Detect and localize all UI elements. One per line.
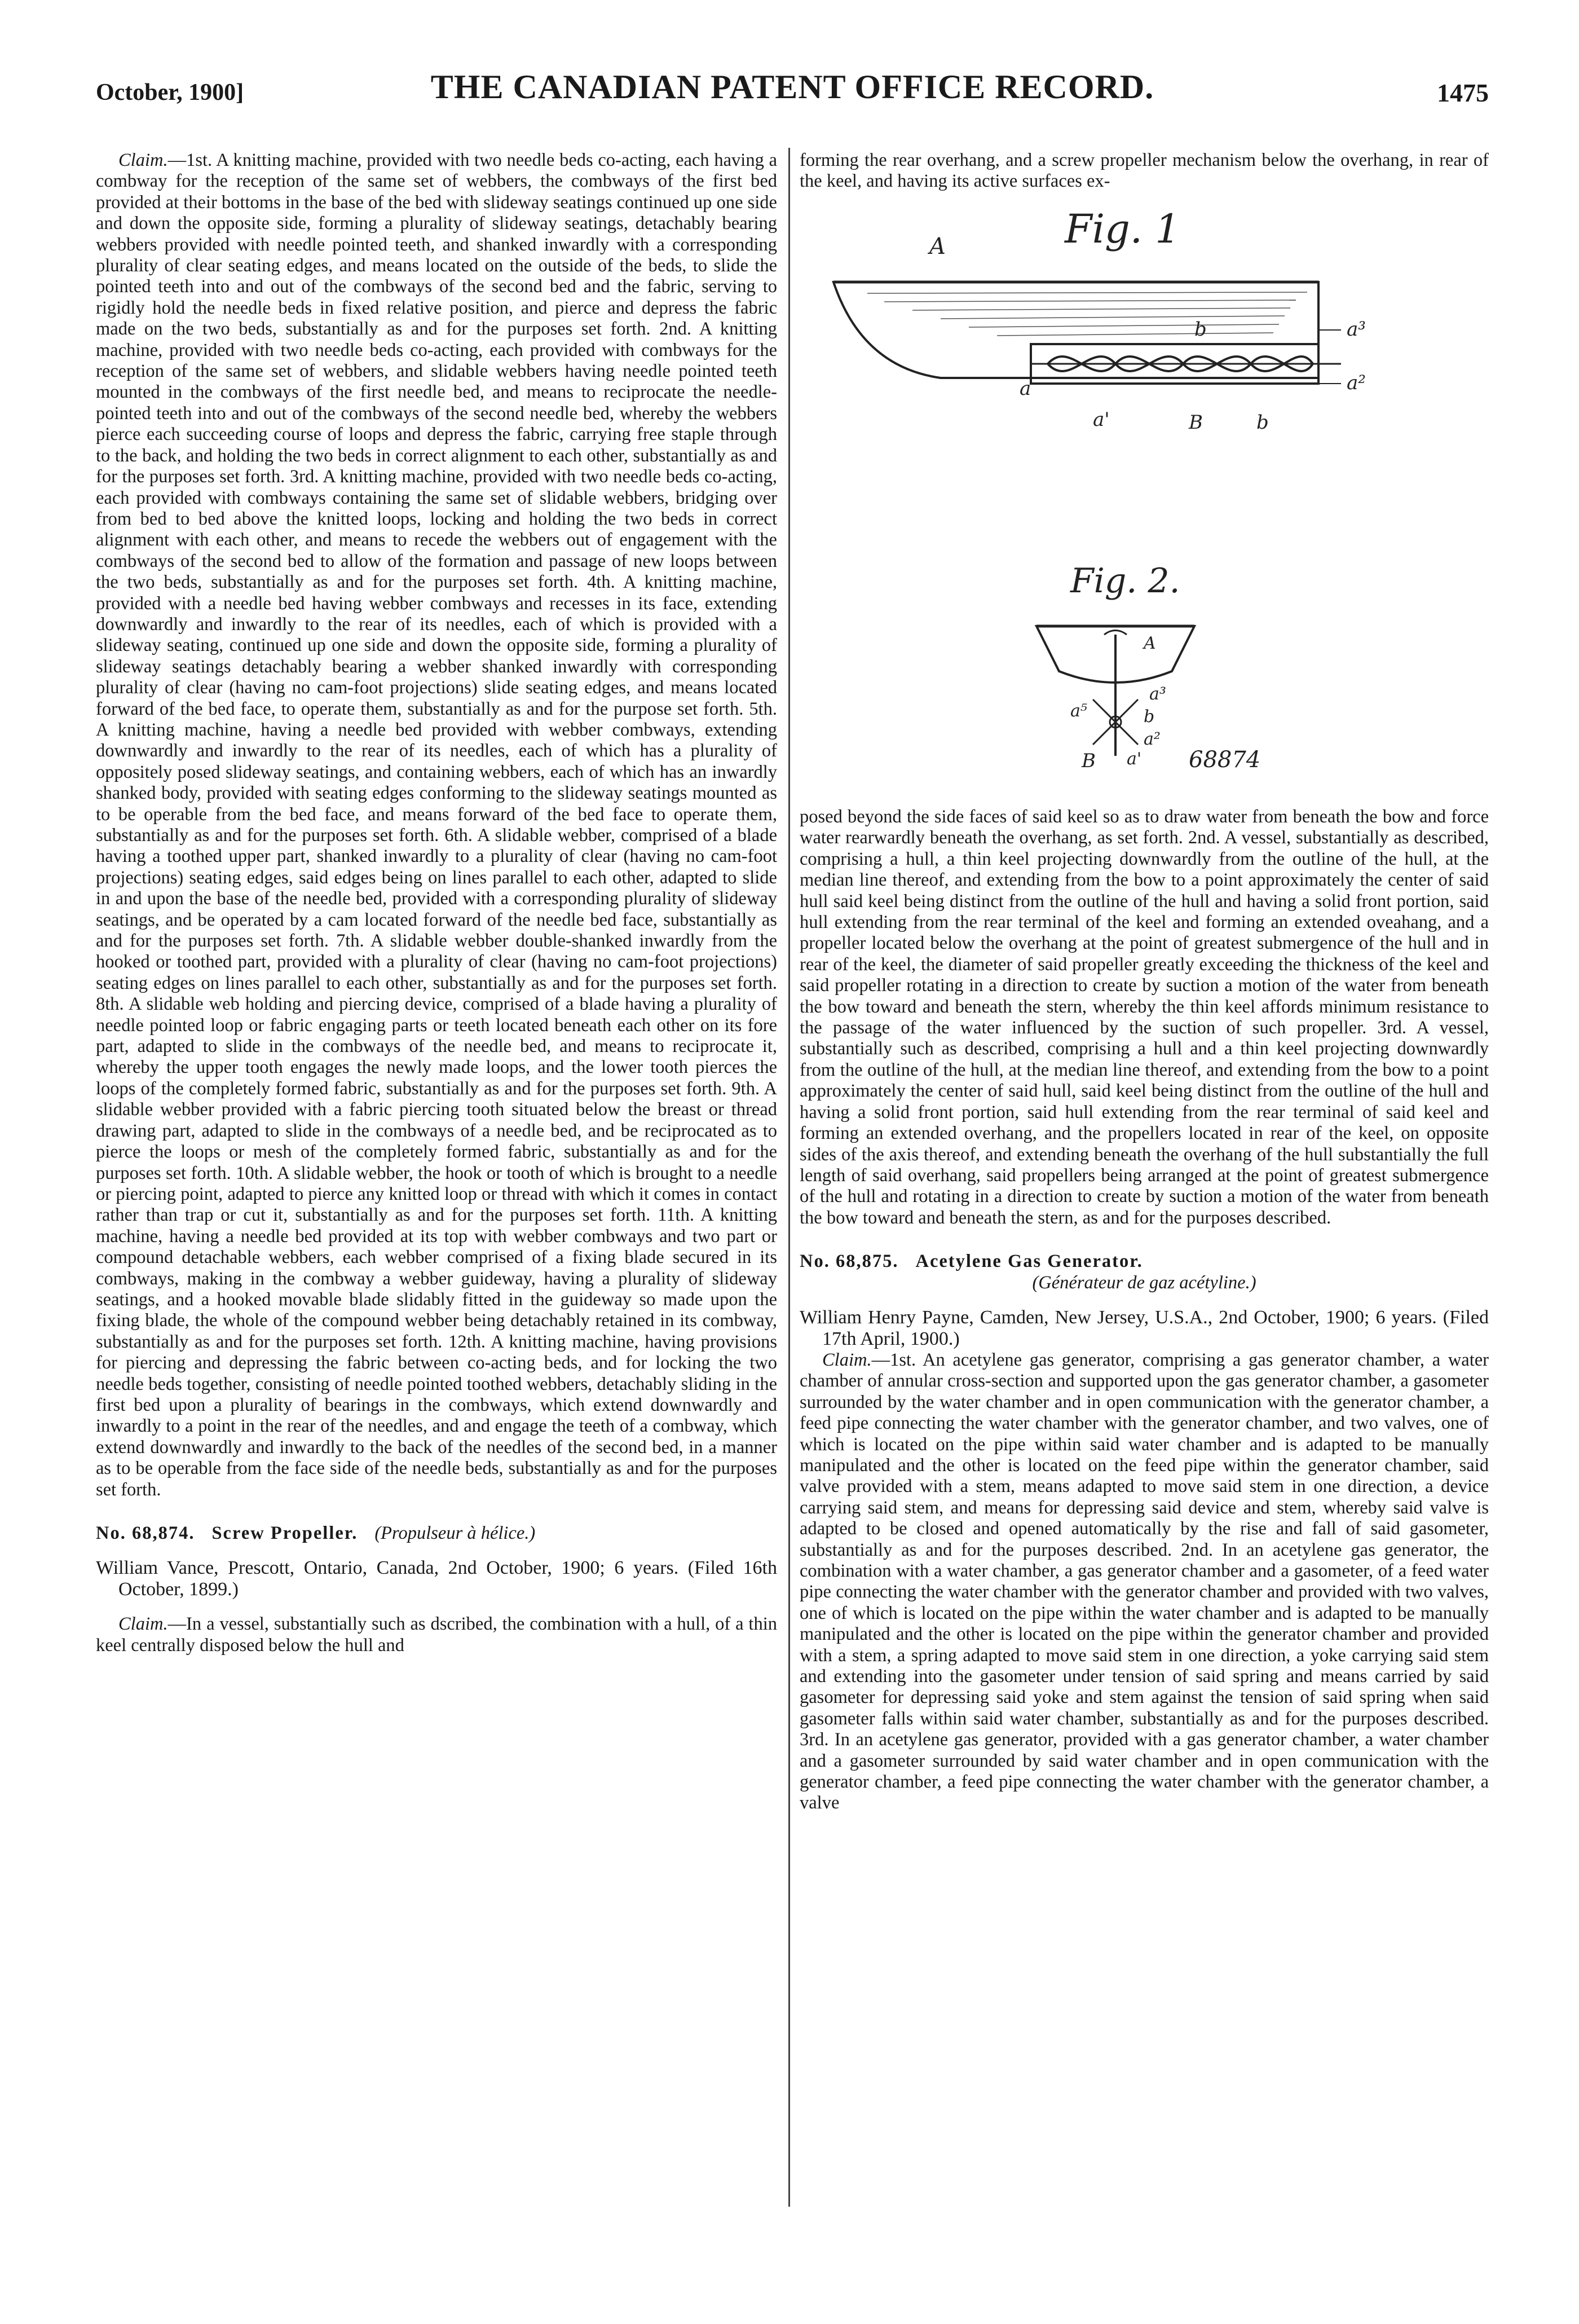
patent-french-title: (Générateur de gaz acétyline.) [1032, 1272, 1256, 1293]
claim-label: Claim. [822, 1349, 872, 1370]
claim-text: —In a vessel, substantially such as dscribed, the combination with a hull, of a thin keel centrally disposed below the hull and [96, 1614, 777, 1656]
claim-label: Claim. [118, 1614, 168, 1635]
fig1-label-b2: b [1256, 411, 1269, 434]
header-title: THE CANADIAN PATENT OFFICE RECORD. [430, 68, 1154, 105]
patent-number-mark: 68874 [1189, 747, 1261, 773]
claim-text: —1st. An acetylene gas generator, comprising a gas generator chamber, a water chamber of annular cross-section and supported upon the gas generator chamber, a gasometer surrounded by the water chamber and in open communication with the generator chamber, a feed pipe connecting the water chamber with the generator chamber, and two valves, one of which is located on the pipe within said water chamber and is adapted to be manually manipulated and the other is located on the feed pipe within the generator chamber, said valve provided with a stem, means adapted to move said stem in one direction, a device carrying said stem, and means for depressing said device and stem, whereby said valve is adapted to be closed and opened automatically by the rise and fall of said gasometer, substantially as and for the purposes described. 2nd. In an acetylene gas generator, the combination with a water chamber, a gas generator chamber and a gasometer, of a feed water pipe connecting the water chamber with the generator chamber and provided with two valves, one of which is located on the pipe within the water chamber and is adapted to be manually manipulated and the other is located on the pipe within the generator chamber and provided with a stem, a spring adapted to move said stem in one direction, a yoke carrying said stem and extending into the gasometer under tension of said spring and means carried by said gasometer for depressing said yoke and stem against the tension of said spring when said gasometer falls within said water chamber, substantially as and for the purposes described. 3rd. In an acetylene gas generator, provided with a gas generator chamber, a water chamber and a gasometer surrounded by said water chamber and in open communication with the generator chamber, a feed pipe connecting the water chamber with the generator chamber, a valve [800, 1349, 1489, 1814]
patent-french-title: (Propulseur à hélice.) [374, 1523, 536, 1543]
fig2-label-a3: a³ [1149, 684, 1166, 704]
fig1-label-B: B [1189, 411, 1203, 434]
claim-paragraph-68875 [800, 1350, 1489, 1814]
propeller-drawing [800, 197, 1489, 801]
patent-heading-68875 [800, 1251, 1489, 1272]
fig1-label-a-prime: a' [1093, 408, 1110, 431]
claim-paragraph-68874 [96, 1614, 777, 1656]
column-divider [788, 148, 790, 2207]
inventor-line: William Henry Payne, Camden, New Jersey, U.S.A., 2nd October, 1900; 6 years. (Filed 17th April, 1900.) [800, 1306, 1489, 1349]
patent-title: Screw Propeller. [211, 1523, 358, 1543]
right-column-main [800, 807, 1489, 2211]
fig2-label-A: A [1144, 633, 1156, 653]
fig2-label-a-prime: a' [1127, 749, 1142, 769]
right-column-top [800, 150, 1489, 195]
fig1-hull [833, 282, 1341, 384]
patent-number: No. 68,874. [96, 1523, 195, 1543]
page-number: 1475 [1437, 78, 1489, 107]
fig2-label-a2: a² [1144, 729, 1161, 749]
header-date: October, 1900] [96, 80, 244, 105]
page-header [96, 68, 1489, 118]
claim-text: —1st. A knitting machine, provided with two needle beds co-acting, each having a combway for the reception of the same set of webbers, the combways of the first bed provided at their bottoms in the base of the bed with slideway seatings continued up one side and down the opposite side, forming a plurality of slideway seatings, detachably bearing webbers provided with needle pointed teeth, and shanked inwardly with a corresponding plurality of clear seating edges, and means located on the outside of the beds, to slide the pointed teeth into and out of the combways of the second bed and the fabric, serving to rigidly hold the needle beds in fixed relative position, and pierce and depress the fabric made on the two beds, substantially as and for the purposes set forth. 2nd. A knitting machine, provided with two needle beds co-acting, each provided with combways for the reception of the same set of webbers, and slidable webbers having needle pointed teeth mounted in the combways of the first needle bed, and means to reciprocate the needle-pointed teeth into and out of the combways of the second needle bed, whereby the webbers pierce each succeeding course of loops and depress the fabric, carrying free staple through to the back, and holding the two beds in correct alignment to each other, substantially as and for the purposes set forth. 3rd. A knitting machine, provided with two needle beds co-acting, each provided with combways containing the same set of slidable webbers, bridging over from bed to bed above the knitted loops, locking and holding the two beds in correct alignment with each other, and means to recede the webbers out of engagement with the combways of the second bed to allow of the formation and passage of new loops between the two beds, substantially as and for the purposes set forth. 4th. A knitting machine, provided with a needle bed having webber combways and recesses in its face, extending downwardly and inwardly to the rear of its needles, each of which is provided with a slideway seating, continued up one side and down the opposite side, forming a plurality of slideway seatings detachably bearing a webber shanked inwardly with corresponding plurality of clear (having no cam-foot projections) slide seating edges, and means located forward of the bed face, to operate them, substantially as and for the purpose set forth. 5th. A knitting machine, having a needle bed provided with webber combways, extending downwardly and inwardly to the rear of its needles, each of which has a plurality of oppositely posed slideway seatings, and containing webbers, each of which has an inwardly shanked body, provided with seating edges conforming to the slideway seatings mounted as to be operable from the bed face, and means forward of the bed face to operate them, substantially as and for the purposes set forth. 6th. A slidable webber, comprised of a blade having a toothed upper part, shanked inwardly to a plurality of clear (having no cam-foot projections) seating edges, said edges being on lines parallel to each other, adapted to slide in and upon the base of the needle bed, provided with a corresponding plurality of slideway seatings, and be operated by a cam located forward of the needle bed face, substantially as and for the purposes set forth. 7th. A slidable webber double-shanked inwardly from the hooked or toothed part, provided with a plurality of clear (having no cam-foot projections) seating edges on lines parallel to each other, substantially as and for the purposes set forth. 8th. A slidable web holding and piercing device, comprised of a blade having a plurality of needle pointed loop or fabric engaging parts or teeth located beneath each other on its fore part, adapted to slide in the combways of the needle bed, and means to reciprocate it, whereby the upper tooth engages the newly made loops, and the lower tooth pierces the loops of the completely formed fabric, substantially as and for the purposes set forth. 9th. A slidable webber provided with a fabric piercing tooth situated below the breast or thread drawing part, adapted to slide in the combways of a needle bed, and be reciprocated as to pierce the loops or mesh of the completely formed fabric, substantially as and for the purposes set forth. 10th. A slidable webber, the hook or tooth of which is brought to a needle or piercing point, adapted to pierce any knitted loop or thread with which it comes in contact rather than trap or cut it, substantially as and for the purposes set forth. 11th. A knitting machine, having a needle bed provided at its top with webber combways and two part or compound detachable webbers, each webber comprised of a fixing blade secured in its combways, making in the combway a webber guideway, having a plurality of slideway seatings, and a hooked movable blade slidably fitted in the guideway so made upon the fixing blade, the whole of the compound webber being detachably retained in its combway, substantially as and for the purposes set forth. 12th. A knitting machine, having provisions for piercing and depressing the fabric between co-acting beds, and for locking the two needle beds together, consisting of needle pointed toothed webbers, detachably sliding in the first bed upon a plurality of bearings in the combways, which extend downwardly and inwardly to a point in the rear of the needles, and and engage the teeth of a combway, which extend downwardly and inwardly to the back of the needles of the second bed, in a manner as to be operable from the face side of the needle beds, substantially as and for the purposes set forth. [96, 150, 777, 1500]
fig1-title: Fig. 1 [1065, 206, 1180, 252]
continuation-text: forming the rear overhang, and a screw propeller mechanism below the overhang, in rear of the keel, and having its active surfaces ex- [800, 150, 1489, 192]
patent-heading-68874 [96, 1523, 777, 1544]
patent-number: No. 68,875. [800, 1251, 899, 1272]
fig2-label-b: b [1144, 707, 1155, 727]
patent-title: Acetylene Gas Generator. [915, 1251, 1143, 1272]
fig1-label-b: b [1194, 318, 1207, 341]
fig1-label-a: a [1020, 377, 1031, 400]
fig2-label-a5: a⁵ [1070, 701, 1087, 721]
left-column [96, 150, 777, 2209]
claim-paragraph [96, 150, 777, 1500]
inventor-line: William Vance, Prescott, Ontario, Canada, 2nd October, 1900; 6 years. (Filed 16th October, 1899.) [96, 1557, 777, 1600]
continuation-text: posed beyond the side faces of said keel so as to draw water from beneath the bow and force water rearwardly beneath the overhang, as set forth. 2nd. A vessel, substantially as described, comprising a hull, a thin keel projecting downwardly from the outline of the hull, at the median line thereof, and extending from the bow to a point approximately the center of said hull said keel being distinct from the outline of the hull and having a solid front portion, said hull extending from the rear terminal of the keel and forming an extended oveahang, and a propeller located below the overhang at the point of greatest submergence of the hull and in rear of the keel, the diameter of said propeller greatly exceeding the thickness of the keel and said propeller rotating in a direction to create by suction a motion of the water from beneath the bow toward and beneath the stern, whereby the thin keel affords minimum resistance to the passage of the water influenced by the suction of such propeller. 3rd. A vessel, substantially such as described, comprising a hull and a thin keel projecting downwardly from the outline of the hull, at the median line thereof, and extending from the bow to a point approximately the center of said hull, said keel being distinct from the outline of the hull and having a solid front portion, said hull extending from the rear terminal of said keel and forming an extended overhang, and the propellers located in rear of the keel, on opposite sides of the axis thereof, and extending beneath the overhang of the hull substantially the full length of said overhang, said propellers being arranged at the point of greatest submergence of the hull and rotating in a direction to create by suction a motion of the water from beneath the bow toward and beneath the stern, as and for the purposes described. [800, 807, 1489, 1228]
fig1-label-a2: a² [1347, 372, 1366, 394]
fig1-label-a3: a³ [1347, 318, 1366, 341]
fig2-cross-section [1037, 626, 1194, 756]
patent-figures [800, 197, 1489, 801]
fig2-label-B: B [1082, 750, 1096, 772]
fig2-title: Fig. 2. [1070, 561, 1180, 601]
fig1-label-A: A [929, 234, 946, 259]
claim-label: Claim. [118, 150, 168, 170]
